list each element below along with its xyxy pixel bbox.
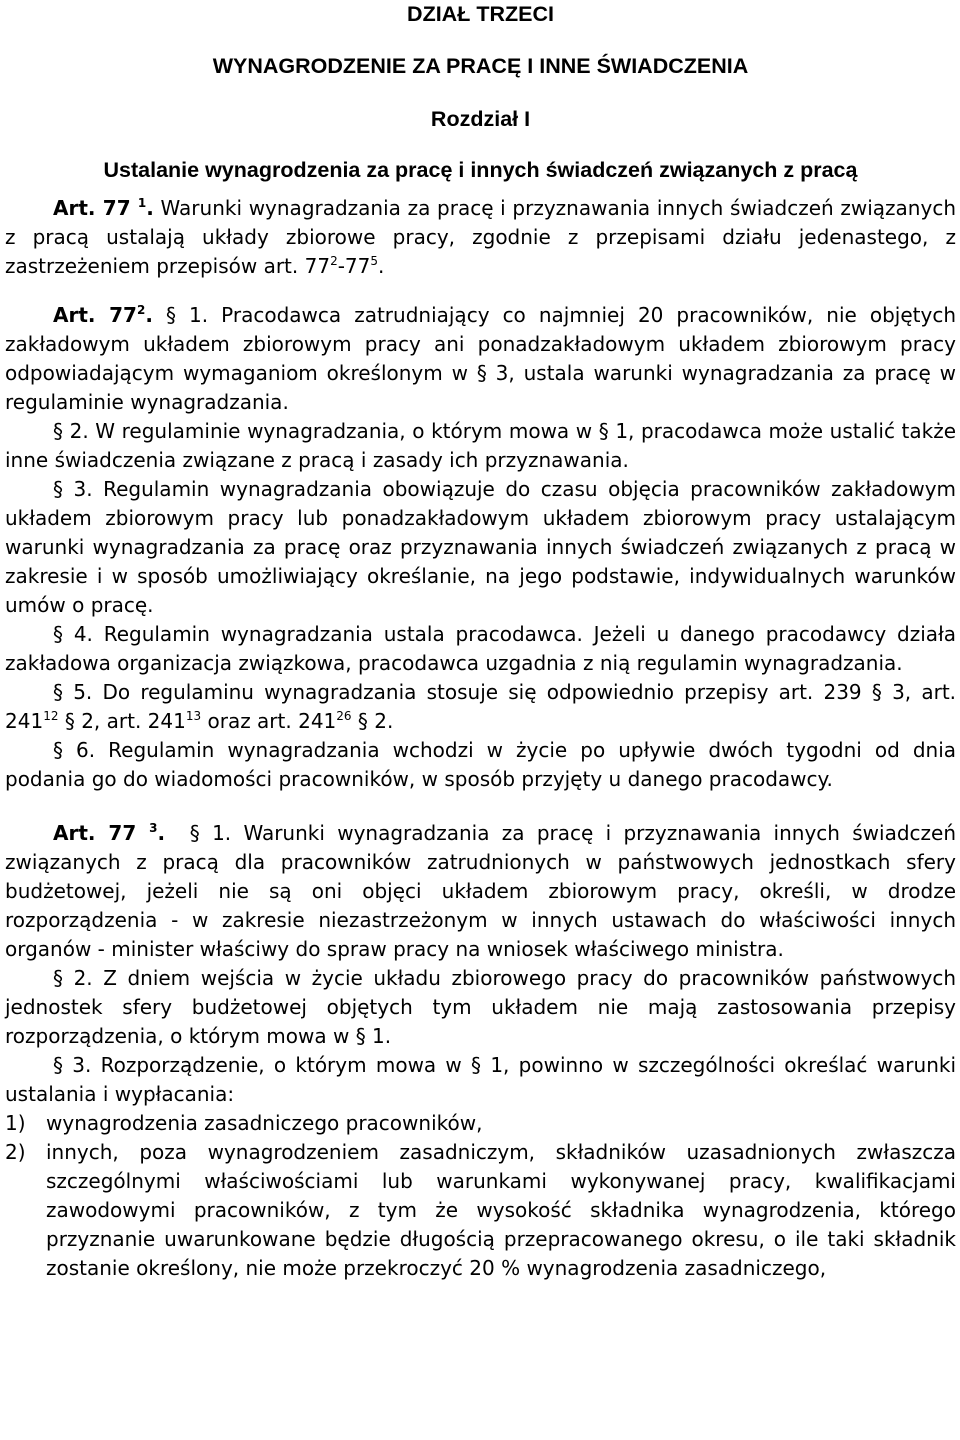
section-sign: § <box>53 1053 63 1077</box>
section-sign: § <box>53 680 63 704</box>
list-item: 1) wynagrodzenia zasadniczego pracowników, <box>5 1111 483 1135</box>
section-sign: § <box>53 477 63 501</box>
section-sign: § <box>53 622 63 646</box>
article-77-1: Art. 77 $^1$. Warunki wynagradzania za pracę i przyznawania innych świadczeń związanych z pracą ustalają układy zbiorowe pracy, zgodnie z przepisami działu jedenastego, z zastrzeżeniem przepisów art. $77^2-77^5$. <box>5 196 956 278</box>
article-label: Art. $77^2$. <box>53 303 153 327</box>
chapter-heading: Rozdział I <box>430 107 531 131</box>
section-sign: § <box>53 738 63 762</box>
chapter-title: Ustalanie wynagrodzenia za pracę i innych świadczeń związanych z pracą <box>103 158 858 182</box>
article-77-2-section-4: § 4. Regulamin wynagradzania ustala pracodawca. Jeżeli u danego pracodawcy działa zakładowa organizacja związkowa, pracodawca uzgadnia z nią regulamin wynagradzania. <box>5 622 957 675</box>
article-77-3-section-1: Art. 77 $^3$. § 1. Warunki wynagradzania za pracę i przyznawania innych świadczeń związanych z pracą dla pracowników zatrudnionych w państwowych jednostkach sfery budżetowej, jeżeli nie są oni objęci układem zbiorowym pracy, określi, w drodze rozporządzenia - w zakresie niezastrzeżonym w innych ustawach do właściwości innych organów - minister właściwy do spraw pracy na wniosek właściwego ministra. <box>5 821 957 961</box>
article-77-3-section-2: § 2. Z dniem wejścia w życie układu zbiorowego pracy do pracowników państwowych jednostek sfery budżetowej objętych tym układem nie mają zastosowania przepisy rozporządzenia, o którym mowa w § 1. <box>5 966 957 1048</box>
section-sign: § <box>53 419 63 443</box>
division-title: WYNAGRODZENIE ZA PRACĘ I INNE ŚWIADCZENIA <box>212 54 749 78</box>
section-sign: § <box>53 966 63 990</box>
article-label: Art. 77 $^1$. <box>53 196 154 220</box>
article-77-3-section-3: § 3. Rozporządzenie, o którym mowa w § 1, powinno w szczególności określać warunki ustalania i wypłacania: <box>5 1053 957 1106</box>
division-heading: DZIAŁ TRZECI <box>407 2 554 26</box>
article-77-2-section-6: § 6. Regulamin wynagradzania wchodzi w życie po upływie dwóch tygodni od dnia podania go do wiadomości pracowników, w sposób przyjęty u danego pracodawcy. <box>5 738 957 791</box>
article-77-2-section-3: § 3. Regulamin wynagradzania obowiązuje do czasu objęcia pracowników zakładowym układem zbiorowym pracy lub ponadzakładowym układem zbiorowym pracy ustalającym warunki wynagradzania za pracę oraz przyznawania innych świadczeń związanych z pracą w zakresie i w sposób umożliwiający określanie, na jego podstawie, indywidualnych warunków umów o pracę. <box>5 477 957 617</box>
article-label: Art. 77 $^3$. <box>53 821 166 845</box>
section-sign: § <box>189 821 200 845</box>
section-sign: § <box>166 303 176 327</box>
article-77-2-section-1: Art. $77^2$. § 1. Pracodawca zatrudniający co najmniej 20 pracowników, nie objętych zakładowym układem zbiorowym pracy ani ponadzakładowym układem zbiorowym pracy odpowiadającym wymaganiom określonym w § 3, ustala warunki wynagradzania za pracę w regulaminie wynagradzania. <box>5 303 957 414</box>
article-77-2-section-5: § 5. Do regulaminu wynagradzania stosuje się odpowiednio przepisy art. 239 § 3, art. $241^{12}$ § 2, art. $241^{13}$ oraz art. $241^{26}$ § 2. <box>5 680 957 733</box>
list-item: 2) innych, poza wynagrodzeniem zasadniczym, składników uzasadnionych zwłaszcza szczególnymi właściwościami lub warunkami wykonywanej pracy, kwalifikacjami zawodowymi pracowników, z tym że wysokość składnika wynagrodzenia, którego przyznanie uwarunkowane będzie długością przepracowanego okresu, o ile taki składnik zostanie określony, nie może przekroczyć 20 % wynagrodzenia zasadniczego, <box>5 1140 956 1280</box>
article-77-2-section-2: § 2. W regulaminie wynagradzania, o którym mowa w § 1, pracodawca może ustalić także inne świadczenia związane z pracą i zasady ich przyznawania. <box>5 419 957 472</box>
